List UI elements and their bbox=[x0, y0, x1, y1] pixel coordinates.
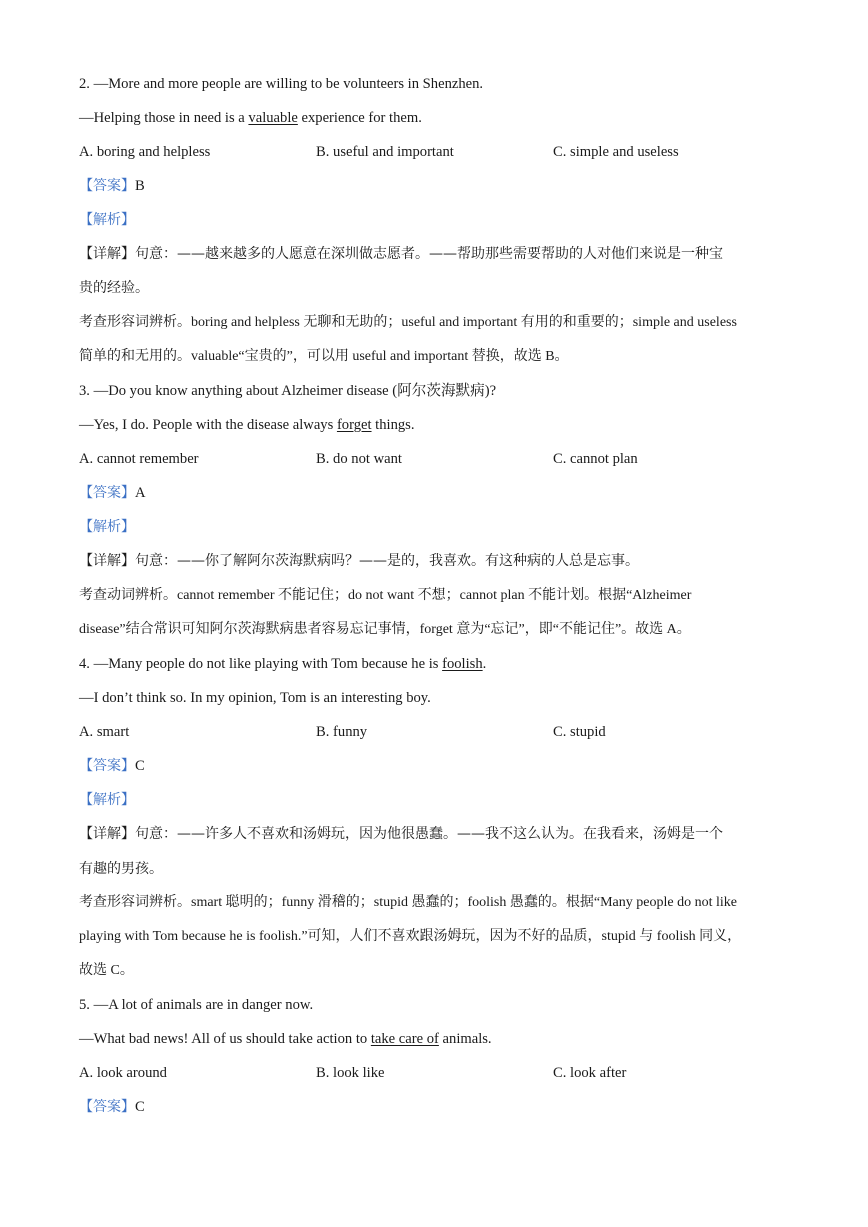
q5-stem-b-pre: —What bad news! All of us should take action to bbox=[79, 1031, 371, 1047]
q2-analysis-tag: 【解析】 bbox=[79, 212, 135, 228]
q4-option-c: C. stupid bbox=[553, 724, 606, 740]
q4-explain-2: playing with Tom because he is foolish.”可知，人们不喜欢跟汤姆玩，因为不好的品质，stupid 与 foolish 同义， bbox=[79, 929, 742, 944]
q4-stem-a bbox=[79, 654, 798, 674]
q3-detail-tag: 【详解】 bbox=[79, 553, 135, 569]
q2-detail-text-1: 句意：——越来越多的人愿意在深圳做志愿者。——帮助那些需要帮助的人对他们来说是一种宝 bbox=[135, 246, 723, 262]
q2-stem-a: 2. —More and more people are willing to be volunteers in Shenzhen. bbox=[79, 76, 484, 92]
q3-detail-text-1: 句意：——你了解阿尔茨海默病吗？——是的，我喜欢。有这种病的人总是忘事。 bbox=[135, 553, 639, 569]
q3-explain-2: disease”结合常识可知阿尔茨海默病患者容易忘记事情，forget 意为“忘记”，即“不能记住”。故选 A。 bbox=[79, 622, 691, 637]
q4-option-a: A. smart bbox=[79, 724, 130, 740]
q4-explain-1: 考查形容词辨析。smart 聪明的；funny 滑稽的；stupid 愚蠢的；foolish 愚蠢的。根据“Many people do not like bbox=[79, 895, 737, 910]
q5-answer-value: C bbox=[135, 1099, 145, 1115]
q2-option-c: C. simple and useless bbox=[553, 144, 679, 160]
q5-option-a: A. look around bbox=[79, 1065, 167, 1081]
q4-detail-tag: 【详解】 bbox=[79, 826, 135, 842]
q4-answer-tag: 【答案】 bbox=[79, 758, 135, 774]
q2-answer-tag: 【答案】 bbox=[79, 178, 135, 194]
q2-answer bbox=[79, 176, 798, 196]
q2-key-word: valuable bbox=[248, 110, 298, 126]
q4-explain-3: 故选 C。 bbox=[79, 963, 134, 978]
q2-stem-b bbox=[79, 108, 798, 128]
q3-option-a: A. cannot remember bbox=[79, 451, 199, 467]
q2-detail-1 bbox=[79, 244, 798, 264]
q4-stem-a-pre: 4. —Many people do not like playing with Tom because he is bbox=[79, 656, 443, 672]
q4-analysis-tag: 【解析】 bbox=[79, 792, 135, 808]
q3-stem-b bbox=[79, 415, 798, 435]
q3-option-b: B. do not want bbox=[316, 451, 402, 467]
q3-stem-b-pre: —Yes, I do. People with the disease always bbox=[79, 417, 337, 433]
q4-option-b: B. funny bbox=[316, 724, 368, 740]
q4-stem-b: —I don’t think so. In my opinion, Tom is an interesting boy. bbox=[79, 690, 431, 706]
q3-detail-1 bbox=[79, 551, 798, 571]
q2-detail-2: 贵的经验。 bbox=[79, 280, 149, 296]
q4-detail-2: 有趣的男孩。 bbox=[79, 861, 163, 877]
q4-detail-text-1: 句意：——许多人不喜欢和汤姆玩，因为他很愚蠢。——我不这么认为。在我看来，汤姆是一个 bbox=[135, 826, 723, 842]
q2-explain-1: 考查形容词辨析。boring and helpless 无聊和无助的；useful and important 有用的和重要的；simple and useless bbox=[79, 315, 737, 330]
q5-answer bbox=[79, 1097, 798, 1117]
q2-stem-b-pre: —Helping those in need is a bbox=[79, 110, 249, 126]
q3-option-c: C. cannot plan bbox=[553, 451, 638, 467]
q3-answer bbox=[79, 483, 798, 503]
q2-option-a: A. boring and helpless bbox=[79, 144, 211, 160]
q4-stem-a-post: . bbox=[482, 656, 487, 672]
q5-option-c: C. look after bbox=[553, 1065, 627, 1081]
q5-stem-a: 5. —A lot of animals are in danger now. bbox=[79, 997, 314, 1013]
q5-stem-b bbox=[79, 1029, 798, 1049]
q3-stem-a: 3. —Do you know anything about Alzheimer disease (阿尔茨海默病)? bbox=[79, 383, 497, 399]
q3-stem-b-post: things. bbox=[371, 417, 415, 433]
q5-answer-tag: 【答案】 bbox=[79, 1099, 135, 1115]
q2-option-b: B. useful and important bbox=[316, 144, 454, 160]
q3-key-word: forget bbox=[336, 417, 372, 433]
q2-stem-b-post: experience for them. bbox=[297, 110, 422, 126]
q4-answer bbox=[79, 756, 798, 776]
q3-analysis bbox=[79, 517, 798, 537]
q4-detail-1 bbox=[79, 824, 798, 844]
q4-key-word: foolish bbox=[442, 656, 483, 672]
q5-option-b: B. look like bbox=[316, 1065, 385, 1081]
q4-answer-value: C bbox=[135, 758, 145, 774]
q2-answer-value: B bbox=[135, 178, 145, 194]
q5-stem-b-post: animals. bbox=[438, 1031, 492, 1047]
q3-analysis-tag: 【解析】 bbox=[79, 519, 135, 535]
q3-explain-1: 考查动词辨析。cannot remember 不能记住；do not want 不想；cannot plan 不能计划。根据“Alzheimer bbox=[79, 588, 692, 603]
q4-analysis bbox=[79, 790, 798, 810]
q2-analysis bbox=[79, 210, 798, 230]
q3-answer-value: A bbox=[135, 485, 146, 501]
q2-detail-tag: 【详解】 bbox=[79, 246, 135, 262]
q3-answer-tag: 【答案】 bbox=[79, 485, 135, 501]
q5-key-phrase: take care of bbox=[370, 1031, 439, 1047]
q2-explain-2: 简单的和无用的。valuable“宝贵的”，可以用 useful and important 替换，故选 B。 bbox=[79, 349, 569, 364]
